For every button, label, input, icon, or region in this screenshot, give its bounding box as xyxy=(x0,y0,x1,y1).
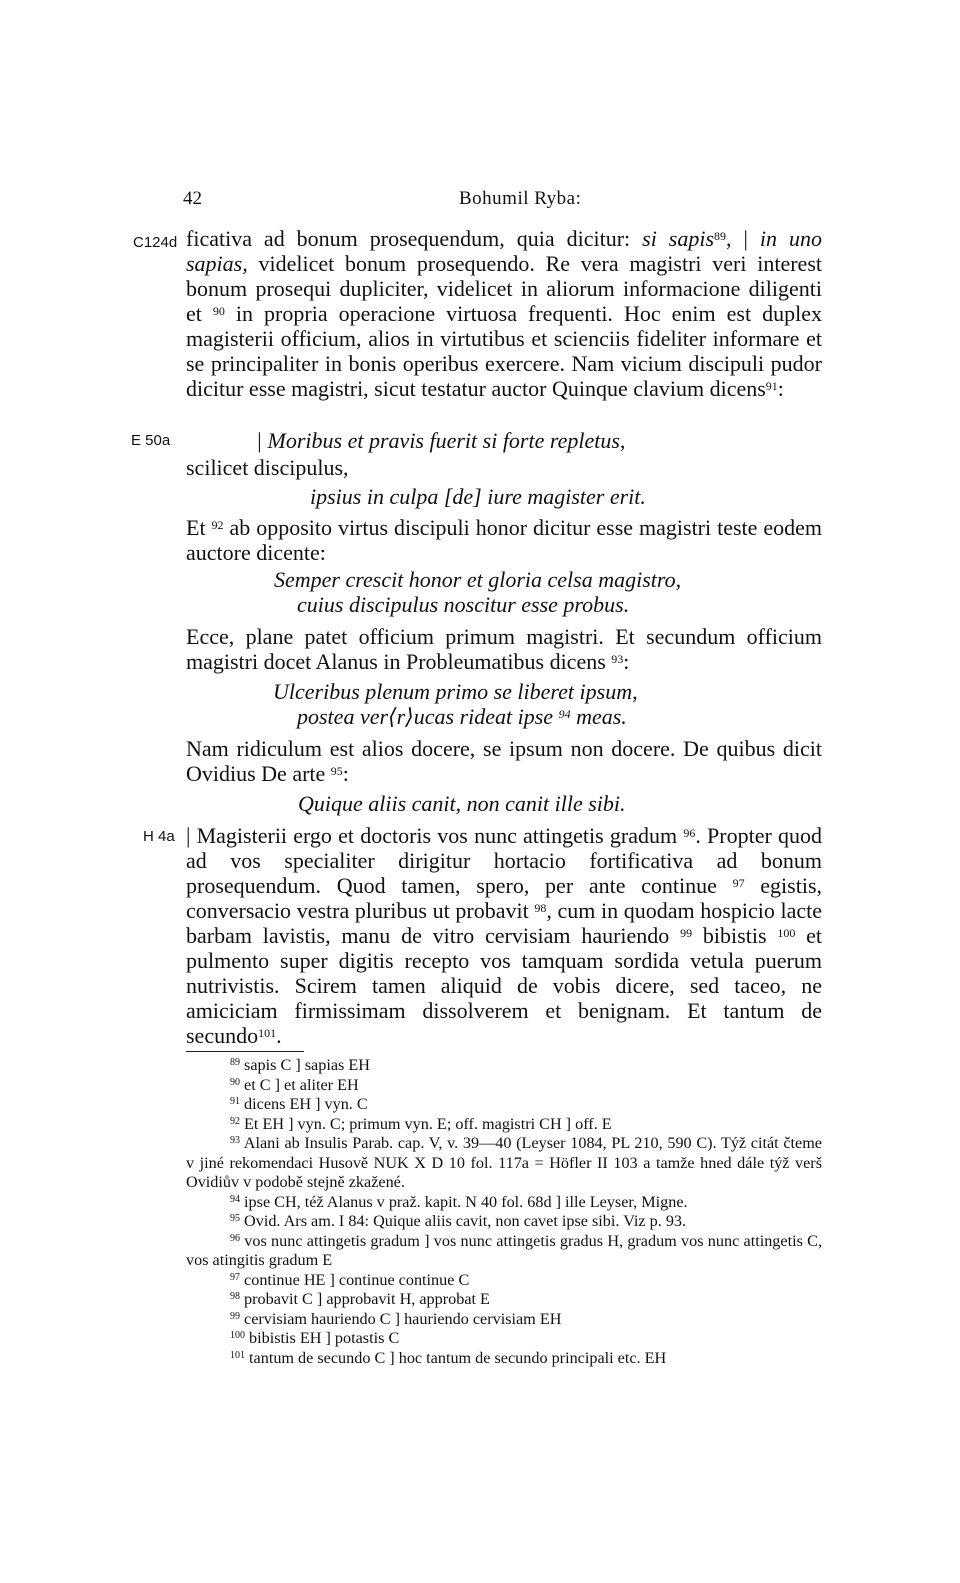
footnote-text: et C ] et aliter EH xyxy=(244,1075,359,1094)
paragraph-1 xyxy=(186,226,822,401)
paragraph-2 xyxy=(186,515,822,565)
text-run: in propria operacione virtuosa frequenti. Hoc enim est duplex magisterii officium, alios in virtutibus et scienciis fideliter informare et se principaliter in bonis operibus exercere. Nam vicium discipuli pudor dicitur esse magistri, sicut testatur auctor Quinque clavium dicens xyxy=(186,301,822,401)
footnote xyxy=(186,1056,822,1076)
footnote-number: 100 xyxy=(230,1330,245,1341)
footnote-ref: 97 xyxy=(732,876,745,890)
footnote xyxy=(186,1310,822,1330)
footnote-number: 101 xyxy=(230,1349,245,1361)
text-run: : xyxy=(342,761,349,786)
footnote-number: 95 xyxy=(230,1213,240,1224)
footnote-number: 96 xyxy=(230,1232,240,1244)
footnote-ref: 101 xyxy=(258,1026,277,1040)
paragraph-5 xyxy=(186,823,822,1048)
footnote-text: sapis C ] sapias EH xyxy=(244,1056,370,1074)
scilicet-line: scilicet discipulus, xyxy=(186,455,349,480)
text-run: | Magisterii ergo et doctoris vos nunc attingetis gradum xyxy=(186,823,684,848)
page-number: 42 xyxy=(183,188,202,209)
text-run: . Propter quod ad vos specialiter dirigitur hortacio fortificativa ad bonum prosequendum. Quod tamen, spero, per ante continue xyxy=(186,823,823,898)
footnote-ref: 100 xyxy=(777,926,796,940)
italic-run: si sapis xyxy=(642,226,715,251)
footnote-number: 91 xyxy=(230,1096,240,1107)
paragraph-4 xyxy=(186,736,822,786)
text-run: egistis, conversacio vestra pluribus ut probavit xyxy=(186,873,822,923)
running-head: Bohumil Ryba: xyxy=(459,188,582,209)
footnote-ref: 91 xyxy=(765,379,778,393)
text-run: et pulmento super digitis recepto vos tamquam sordida vetula puerum nutrivistis. Scirem tamen aliquid de vobis dicere, sed taceo, ne amiciciam firmissimam dissolverem et benignam. Et tantum de secundo xyxy=(186,923,822,1048)
footnote-number: 93 xyxy=(230,1135,240,1146)
footnote-number: 92 xyxy=(230,1115,240,1127)
footnote xyxy=(186,1115,822,1135)
verse-line-2: ipsius in culpa [de] iure magister erit. xyxy=(310,484,646,509)
footnote-ref: 96 xyxy=(683,826,696,840)
text-run: : xyxy=(777,376,784,401)
text-run: Et xyxy=(186,515,212,540)
text-run: Ecce, plane patet officium primum magistri. Et secundum officium magistri docet Alanus in Probleumatibus dicens xyxy=(186,624,822,674)
footnote xyxy=(186,1271,822,1291)
footnote xyxy=(186,1349,822,1369)
footnote-ref: 99 xyxy=(680,926,693,940)
footnote xyxy=(186,1232,822,1271)
footnote-number: 89 xyxy=(230,1057,240,1068)
text-run: Nam ridiculum est alios docere, se ipsum non docere. De quibus dicit Ovidius De arte xyxy=(186,736,822,786)
text-run: , | xyxy=(726,226,760,251)
verse-line-4: cuius discipulus noscitur esse probus. xyxy=(297,592,630,617)
footnote-text: vos nunc attingetis gradum ] vos nunc attingetis gradus H, gradum vos nunc attingetis C, vos atingitis gradum E xyxy=(186,1231,823,1269)
text-run: bibistis xyxy=(692,923,778,948)
text-run: ab opposito virtus discipuli honor dicitur esse magistri teste eodem auctore dicente: xyxy=(186,515,822,565)
text-run: . xyxy=(276,1023,282,1048)
footnotes xyxy=(186,1056,822,1368)
verse-line-6 xyxy=(297,704,627,729)
margin-note-e50a: E 50a xyxy=(131,432,171,449)
footnote-rule xyxy=(186,1051,304,1052)
text-run: meas. xyxy=(570,704,627,729)
text-run: postea ver⟨r⟩ucas rideat ipse xyxy=(297,704,559,729)
margin-note-h4a: H 4a xyxy=(143,828,175,845)
footnote-ref: 92 xyxy=(211,518,224,532)
footnote-number: 90 xyxy=(230,1076,240,1088)
footnote xyxy=(186,1329,822,1349)
text-run: videlicet bonum prosequendo. Re vera magistri veri interest bonum prosequi dupliciter, videlicet in aliorum informacione diligenti et xyxy=(186,251,822,326)
footnote-text: Ovid. Ars am. I 84: Quique aliis cavit, non cavet ipse sibi. Viz p. 93. xyxy=(244,1212,687,1230)
footnote-text: continue HE ] continue continue C xyxy=(244,1270,470,1289)
text-run: : xyxy=(623,649,630,674)
footnote xyxy=(186,1095,822,1115)
verse-line-1: | Moribus et pravis fuerit si forte repletus, xyxy=(256,428,626,453)
footnote-number: 94 xyxy=(230,1193,240,1205)
verse-line-7: Quique aliis canit, non canit ille sibi. xyxy=(298,791,626,816)
text-run: , cum in quodam hospicio lacte barbam lavistis, manu de vitro cervisiam hauriendo xyxy=(186,898,822,948)
text-run: ficativa ad bonum prosequendum, quia dicitur: xyxy=(186,226,643,251)
paragraph-3 xyxy=(186,624,822,674)
footnote-number: 97 xyxy=(230,1271,240,1283)
footnote-text: Alani ab Insulis Parab. cap. V, v. 39—40 (Leyser 1084, PL 210, 590 C). Týž citát čteme v jiné rekomendaci Husově NUK X D 10 fol. 117a = Höfler II 103 a tamže hned dále týž verš Ovidiův v podobě stejně zkažené. xyxy=(186,1134,822,1191)
footnote xyxy=(186,1193,822,1213)
footnote-ref: 93 xyxy=(611,652,624,666)
page-header xyxy=(0,188,960,216)
margin-note-c124d: C124d xyxy=(133,234,178,251)
footnote xyxy=(186,1212,822,1232)
footnote-text: bibistis EH ] potastis C xyxy=(249,1329,400,1347)
footnote xyxy=(186,1076,822,1096)
footnote xyxy=(186,1290,822,1310)
footnote-ref: 95 xyxy=(330,764,343,778)
footnote-ref: 94 xyxy=(558,707,571,721)
footnote-text: tantum de secundo C ] hoc tantum de secundo principali etc. EH xyxy=(249,1348,667,1367)
footnote-number: 99 xyxy=(230,1310,240,1322)
italic-run: in uno sapias, xyxy=(186,226,822,276)
footnote xyxy=(186,1134,822,1193)
verse-line-3: Semper crescit honor et gloria celsa magistro, xyxy=(274,567,682,592)
footnote-text: dicens EH ] vyn. C xyxy=(244,1095,368,1113)
verse-line-5: Ulceribus plenum primo se liberet ipsum, xyxy=(273,679,638,704)
footnote-text: cervisiam hauriendo C ] hauriendo cervisiam EH xyxy=(244,1309,562,1328)
footnote-number: 98 xyxy=(230,1291,240,1302)
footnote-ref: 90 xyxy=(212,304,225,318)
footnote-ref: 89 xyxy=(714,229,727,243)
footnote-ref: 98 xyxy=(534,901,547,915)
footnote-text: ipse CH, též Alanus v praž. kapit. N 40 fol. 68d ] ille Leyser, Migne. xyxy=(244,1192,688,1211)
footnote-text: probavit C ] approbavit H, approbat E xyxy=(244,1290,490,1308)
footnote-text: Et EH ] vyn. C; primum vyn. E; off. magistri CH ] off. E xyxy=(244,1114,612,1133)
